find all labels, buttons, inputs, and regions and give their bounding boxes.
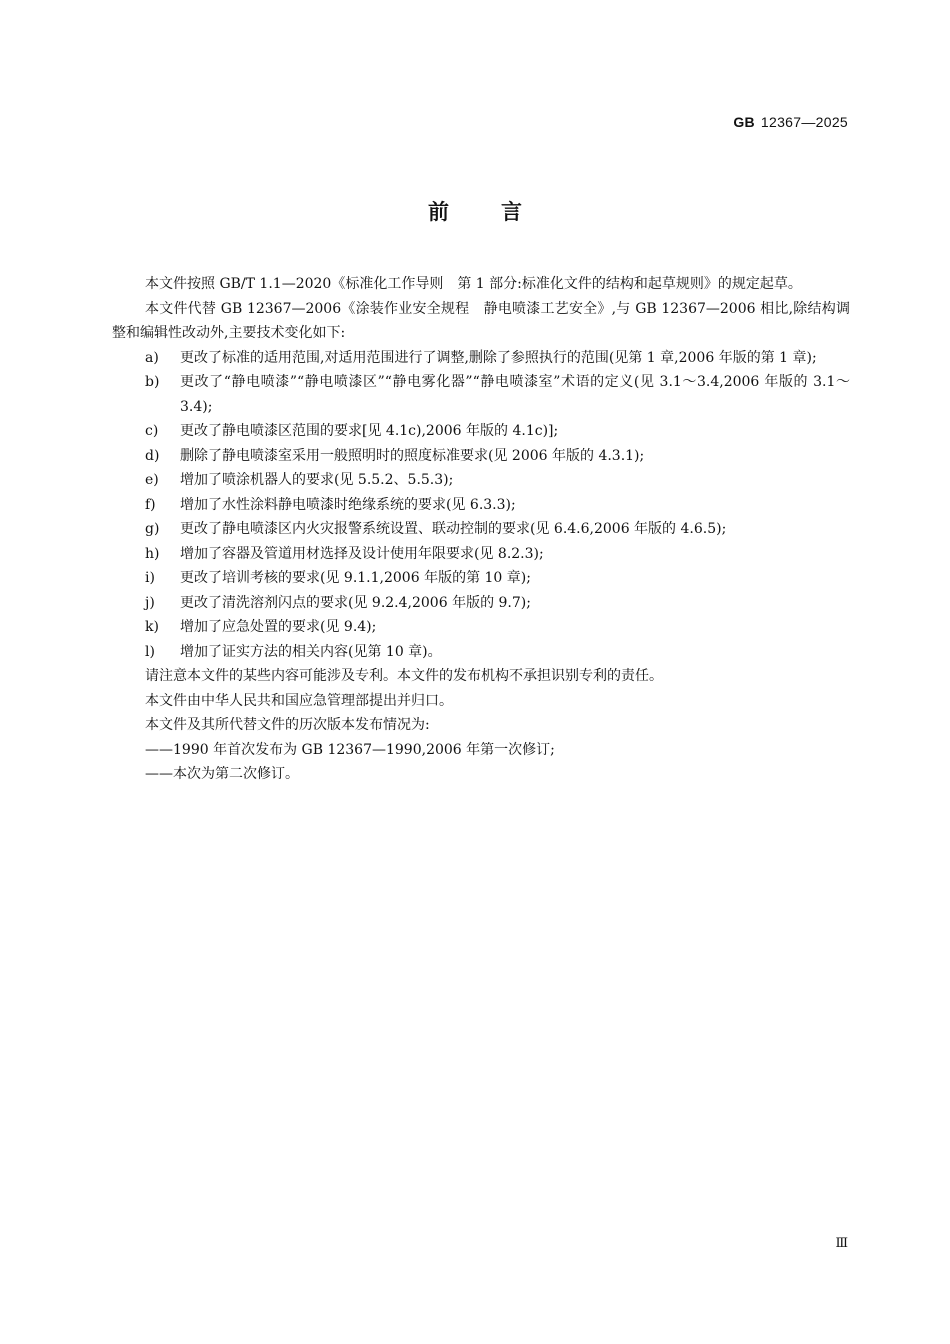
- standard-prefix: GB: [733, 114, 755, 130]
- list-marker: f): [145, 496, 156, 513]
- standard-number: 12367—2025: [760, 114, 848, 130]
- foreword-body: [112, 272, 850, 787]
- list-item-text: 更改了标准的适用范围,对适用范围进行了调整,删除了参照执行的范围(见第 1 章,2006 年版的第 1 章);: [180, 349, 817, 366]
- page-number: Ⅲ: [835, 1236, 848, 1251]
- paragraph-proposer: 本文件由中华人民共和国应急管理部提出并归口。: [145, 692, 453, 709]
- paragraph-replacement: 本文件代替 GB 12367—2006《涂装作业安全规程 静电喷漆工艺安全》,与 GB 12367—2006 相比,除结构调整和编辑性改动外,主要技术变化如下:: [112, 300, 850, 341]
- list-item-text: 更改了“静电喷漆”“静电喷漆区”“静电雾化器”“静电喷漆室”术语的定义(见 3.1～3.4,2006 年版的 3.1～3.4);: [180, 374, 850, 415]
- list-item-text: 增加了水性涂料静电喷漆时绝缘系统的要求(见 6.3.3);: [180, 496, 516, 513]
- list-marker: j): [145, 594, 155, 611]
- list-item-text: 增加了容器及管道用材选择及设计使用年限要求(见 8.2.3);: [180, 545, 544, 562]
- list-item-text: 更改了培训考核的要求(见 9.1.1,2006 年版的第 10 章);: [180, 570, 531, 586]
- list-marker: d): [145, 447, 160, 464]
- list-item: [112, 640, 850, 665]
- list-marker: e): [145, 472, 159, 488]
- history-item: ——本次为第二次修订。: [145, 766, 299, 782]
- page-title: 前言: [428, 200, 574, 224]
- paragraph-patent-notice: 请注意本文件的某些内容可能涉及专利。本文件的发布机构不承担识别专利的责任。: [145, 668, 663, 684]
- list-marker: b): [145, 374, 160, 390]
- list-item-text: 增加了应急处置的要求(见 9.4);: [180, 619, 377, 635]
- list-item: [112, 615, 850, 640]
- paragraph-history-intro: 本文件及其所代替文件的历次版本发布情况为:: [145, 717, 430, 733]
- list-item-text: 增加了喷涂机器人的要求(见 5.5.2、5.5.3);: [180, 472, 454, 488]
- list-item: [112, 370, 850, 419]
- list-item: [112, 591, 850, 616]
- list-item-text: 更改了清洗溶剂闪点的要求(见 9.2.4,2006 年版的 9.7);: [180, 594, 531, 611]
- list-item: [112, 566, 850, 591]
- list-item: [112, 493, 850, 518]
- list-item: [112, 468, 850, 493]
- list-item: [112, 542, 850, 567]
- list-item: [112, 444, 850, 469]
- paragraph-drafting-rules: 本文件按照 GB/T 1.1—2020《标准化工作导则 第 1 部分:标准化文件的结构和起草规则》的规定起草。: [145, 276, 802, 292]
- list-item-text: 增加了证实方法的相关内容(见第 10 章)。: [180, 643, 442, 660]
- changes-list: [112, 346, 850, 665]
- list-marker: g): [145, 521, 160, 537]
- list-item-text: 更改了静电喷漆区范围的要求[见 4.1c),2006 年版的 4.1c)];: [180, 423, 559, 439]
- list-marker: c): [145, 423, 159, 439]
- list-item: [112, 517, 850, 542]
- list-item: [112, 346, 850, 371]
- list-marker: i): [145, 570, 155, 586]
- list-item-text: 更改了静电喷漆区内火灾报警系统设置、联动控制的要求(见 6.4.6,2006 年版的 4.6.5);: [180, 521, 727, 537]
- list-marker: h): [145, 545, 160, 562]
- history-item: ——1990 年首次发布为 GB 12367—1990,2006 年第一次修订;: [145, 741, 555, 758]
- list-marker: k): [145, 619, 159, 635]
- list-marker: a): [145, 349, 159, 366]
- list-item-text: 删除了静电喷漆室采用一般照明时的照度标准要求(见 2006 年版的 4.3.1);: [180, 447, 645, 464]
- list-marker: l): [145, 643, 155, 660]
- list-item: [112, 419, 850, 444]
- standard-code: [733, 114, 848, 130]
